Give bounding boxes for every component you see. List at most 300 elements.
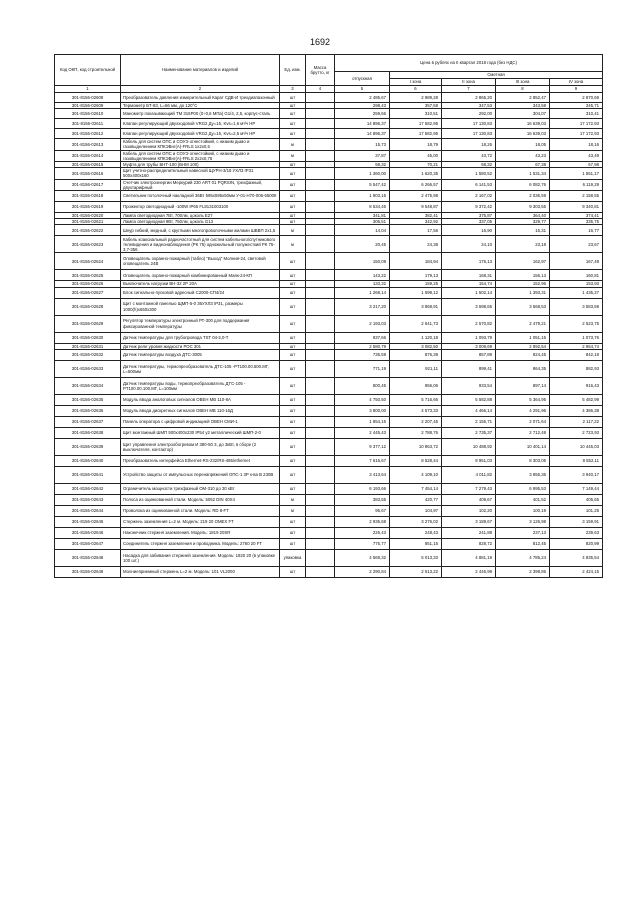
row-name: Преобразователь интерфейса Ethernet-RS-232/RS-485/ethernet (121, 455, 280, 466)
col-number: 5 (335, 86, 390, 93)
row-price-zone-1: 2 475,98 (390, 191, 442, 202)
row-mass (306, 93, 335, 103)
row-mass (306, 349, 335, 360)
row-price-zone-3: 67,38 (496, 162, 550, 168)
row-price-zone-2: 241,88 (442, 527, 496, 538)
row-price-zone-1: 9 548,87 (390, 202, 442, 213)
row-price-zone-1: 5 013,33 (390, 549, 442, 566)
row-mass (306, 538, 335, 549)
row-release-price: 2 580,79 (335, 343, 390, 349)
row-release-price: 143,22 (335, 270, 390, 281)
row-price-zone-3: 156,13 (496, 270, 550, 281)
row-price-zone-2: 18,26 (442, 139, 496, 150)
row-price-zone-3: 15,31 (496, 225, 550, 236)
table-row (55, 377, 603, 394)
row-code: 301-8156-02611 (55, 119, 121, 129)
row-name: Полоса из оцинкованной стали. Модель: 5052 DIN 40Х4 (121, 494, 280, 505)
table-row (55, 483, 603, 494)
row-unit: упаковка (280, 549, 306, 566)
row-price-zone-3: 864,35 (496, 360, 550, 377)
row-price-zone-2: 5 582,88 (442, 394, 496, 405)
row-unit: шт (280, 168, 306, 179)
row-price-zone-4: 1 435,27 (550, 287, 603, 298)
row-code: 301-8156-02617 (55, 179, 121, 190)
row-price-zone-4: 67,98 (550, 162, 603, 168)
row-name: Щит с монтажной панелью ЩМП-5-0 36УХЛ3 IP31, размеры 1000(h)х650х300 (121, 298, 280, 315)
row-release-price: 1 360,00 (335, 168, 390, 179)
row-price-zone-3: 3 568,53 (496, 298, 550, 315)
table-row (55, 438, 603, 455)
row-unit: шт (280, 416, 306, 427)
row-release-price: 5 547,42 (335, 179, 390, 190)
row-mass (306, 566, 335, 577)
row-price-zone-3: 3 126,98 (496, 516, 550, 527)
row-price-zone-4: 820,99 (550, 538, 603, 549)
row-price-zone-1: 3 082,50 (390, 343, 442, 349)
row-price-zone-4: 405,65 (550, 494, 603, 505)
row-name: Регулятор температуры электронный РТ-300 для поддержания фиксированной температуры (121, 315, 280, 332)
header-zone-1: I зона (390, 79, 442, 86)
row-price-zone-3: 1 051,15 (496, 332, 550, 343)
header-zone-3: III зона (496, 79, 550, 86)
header-zone-2: II зона (442, 79, 496, 86)
row-code: 301-8156-02624 (55, 253, 121, 270)
row-unit: шт (280, 287, 306, 298)
row-release-price: 37,87 (335, 150, 390, 161)
row-price-zone-2: 3 598,65 (442, 298, 496, 315)
row-name: Блок сигнально-пусковой адресный С2000-СП4/24 (121, 287, 280, 298)
row-name: Устройство защиты от импульсных перенапряжений ОПС-1 3Р к-ва В 230В (121, 466, 280, 483)
col-number: 1 (55, 86, 121, 93)
row-price-zone-3: 43,23 (496, 150, 550, 161)
row-unit: шт (280, 191, 306, 202)
row-price-zone-4: 23,67 (550, 236, 603, 253)
table-row (55, 455, 603, 466)
row-code: 301-8156-02644 (55, 505, 121, 516)
row-release-price: 14,04 (335, 225, 390, 236)
row-unit: шт (280, 455, 306, 466)
row-release-price: 9 377,12 (335, 438, 390, 455)
row-name: Панель оператора с цифровой индикацией ОВЕН СМИ-1 (121, 416, 280, 427)
row-unit: шт (280, 109, 306, 119)
row-price-zone-3: 237,13 (496, 527, 550, 538)
row-mass (306, 394, 335, 405)
row-unit: шт (280, 202, 306, 213)
row-price-zone-1: 3 868,91 (390, 298, 442, 315)
header-release-price: отпускная (335, 72, 390, 86)
row-price-zone-4: 17 172,93 (550, 119, 603, 129)
row-price-zone-2: 2 167,02 (442, 191, 496, 202)
row-unit: шт (280, 566, 306, 577)
row-price-zone-3: 8 303,05 (496, 455, 550, 466)
row-price-zone-4: 9 340,81 (550, 202, 603, 213)
row-price-zone-4: 239,63 (550, 527, 603, 538)
row-code: 301-8156-02612 (55, 129, 121, 139)
table-row (55, 427, 603, 438)
row-release-price: 2 445,43 (335, 427, 390, 438)
row-price-zone-3: 2 036,59 (496, 191, 550, 202)
row-price-zone-2: 1 093,79 (442, 332, 496, 343)
row-mass (306, 236, 335, 253)
row-release-price: 150,09 (335, 253, 390, 270)
row-code: 301-8156-02641 (55, 466, 121, 483)
row-unit: шт (280, 281, 306, 287)
row-price-zone-4: 335,75 (550, 219, 603, 225)
row-code: 301-8156-02640 (55, 455, 121, 466)
row-mass (306, 139, 335, 150)
table-row (55, 225, 603, 236)
row-release-price: 937,66 (335, 332, 390, 343)
table-row (55, 119, 603, 129)
row-release-price: 341,81 (335, 213, 390, 219)
row-code: 301-8156-02638 (55, 427, 121, 438)
row-price-zone-1: 184,94 (390, 253, 442, 270)
table-row (55, 349, 603, 360)
row-mass (306, 527, 335, 538)
row-price-zone-2: 7 279,43 (442, 483, 496, 494)
row-price-zone-1: 851,15 (390, 538, 442, 549)
row-code: 301-8156-02618 (55, 191, 121, 202)
row-name: Наконечник стержня заземления. Модель: 1819 20SR (121, 527, 280, 538)
header-code: Код ОКП, код строительной (55, 55, 121, 86)
row-release-price: 6 193,66 (335, 483, 390, 494)
row-release-price: 7 616,67 (335, 455, 390, 466)
row-unit: шт (280, 179, 306, 190)
row-price-zone-4: 374,41 (550, 213, 603, 219)
row-unit: шт (280, 298, 306, 315)
row-mass (306, 427, 335, 438)
row-price-zone-2: 409,67 (442, 494, 496, 505)
row-name: Выключатель нагрузки ВН-32 2Р 20А (121, 281, 280, 287)
row-name: Датчик температуры, термопреобразователь ДТС-105 -PT100.00.500.МГ, L=500мм (121, 360, 280, 377)
row-mass (306, 253, 335, 270)
row-price-zone-3: 100,19 (496, 505, 550, 516)
row-release-price: 20,45 (335, 236, 390, 253)
row-price-zone-4: 2 523,75 (550, 315, 603, 332)
header-unit: Ед. изм. (280, 55, 306, 86)
row-price-zone-2: 933,54 (442, 377, 496, 394)
row-price-zone-3: 2 071,64 (496, 416, 550, 427)
table-row (55, 394, 603, 405)
row-price-zone-4: 43,49 (550, 150, 603, 161)
row-name: Клапан регулирующий двухходовой VRG2 Ду=15, Kvs=2,5 м³/ч НР (121, 129, 280, 139)
row-unit: шт (280, 466, 306, 483)
row-mass (306, 505, 335, 516)
row-mass (306, 360, 335, 377)
row-mass (306, 516, 335, 527)
table-row (55, 505, 603, 516)
header-estimate-price: Сметная (390, 72, 603, 79)
row-price-zone-3: 4 291,96 (496, 405, 550, 416)
row-mass (306, 494, 335, 505)
row-release-price: 775,77 (335, 538, 390, 549)
row-price-zone-3: 5 364,95 (496, 394, 550, 405)
row-price-zone-2: 154,74 (442, 281, 496, 287)
row-unit: шт (280, 332, 306, 343)
row-price-zone-4: 4 835,54 (550, 549, 603, 566)
header-zone-4: IV зона (550, 79, 603, 86)
row-unit: шт (280, 219, 306, 225)
row-price-zone-2: 102,20 (442, 505, 496, 516)
row-price-zone-2: 828,72 (442, 538, 496, 549)
table-row (55, 516, 603, 527)
row-release-price: 383,55 (335, 494, 390, 505)
row-release-price: 2 193,03 (335, 315, 390, 332)
row-price-zone-4: 916,43 (550, 377, 603, 394)
row-price-zone-4: 1 551,17 (550, 168, 603, 179)
row-price-zone-3: 329,77 (496, 219, 550, 225)
row-code: 301-8156-02619 (55, 202, 121, 213)
row-price-zone-2: 4 011,82 (442, 466, 496, 483)
row-price-zone-4: 882,93 (550, 360, 603, 377)
row-unit: м (280, 505, 306, 516)
row-code: 301-8156-02627 (55, 287, 121, 298)
table-row (55, 109, 603, 119)
row-name: Оповещатель охранно-пожарный комбинированный Маяк-24-КП (121, 270, 280, 281)
row-release-price: 735,59 (335, 349, 390, 360)
row-mass (306, 315, 335, 332)
row-price-zone-4: 2 424,15 (550, 566, 603, 577)
row-price-zone-1: 3 276,02 (390, 516, 442, 527)
row-price-zone-1: 159,25 (390, 281, 442, 287)
row-name: Счетчик электроэнергии Меркурий 230 ART 01 PQRSIN, трехфазный, двухтарифный (121, 179, 280, 190)
table-row (55, 179, 603, 190)
row-price-zone-4: 10 445,03 (550, 438, 603, 455)
table-row (55, 494, 603, 505)
row-price-zone-3: 304,07 (496, 109, 550, 119)
table-row (55, 168, 603, 179)
row-unit: шт (280, 253, 306, 270)
row-unit: шт (280, 394, 306, 405)
row-price-zone-4: 4 386,38 (550, 405, 603, 416)
row-price-zone-4: 160,81 (550, 270, 603, 281)
row-price-zone-3: 4 785,24 (496, 549, 550, 566)
row-mass (306, 298, 335, 315)
col-number: 4 (306, 86, 335, 93)
row-mass (306, 109, 335, 119)
row-price-zone-4: 2 870,69 (550, 93, 603, 103)
row-price-zone-4: 8 552,11 (550, 455, 603, 466)
row-price-zone-2: 8 951,03 (442, 455, 496, 466)
row-unit: шт (280, 377, 306, 394)
row-release-price: 133,32 (335, 281, 390, 287)
row-release-price: 298,43 (335, 103, 390, 109)
row-name: Соединитель стержня заземления и проводника. Модель: 2760 20 FT (121, 538, 280, 549)
row-price-zone-4: 18,16 (550, 139, 603, 150)
row-code: 301-8156-02613 (55, 139, 121, 150)
row-price-zone-1: 24,38 (390, 236, 442, 253)
row-code: 301-8156-02623 (55, 236, 121, 253)
row-name: Клапан регулирующий двухходовой VRG2 Ду=15, Kvs=1,6 м³/ч НР (121, 119, 280, 129)
row-mass (306, 168, 335, 179)
row-price-zone-4: 3 583,59 (550, 298, 603, 315)
row-name: Манометр показывающий ТМ 316Р00 (0÷0,6 МПа) G1/4, 2,5, корпус-сталь (121, 109, 280, 119)
row-unit: шт (280, 405, 306, 416)
row-release-price: 1 268,14 (335, 287, 390, 298)
row-price-zone-1: 876,39 (390, 349, 442, 360)
row-price-zone-3: 6 082,76 (496, 179, 550, 190)
row-mass (306, 119, 335, 129)
row-price-zone-1: 17 582,95 (390, 119, 442, 129)
row-price-zone-2: 16,90 (442, 225, 496, 236)
row-price-zone-2: 9 372,42 (442, 202, 496, 213)
row-price-zone-1: 6 266,57 (390, 179, 442, 190)
row-mass (306, 416, 335, 427)
row-price-zone-2: 4 466,14 (442, 405, 496, 416)
row-unit: шт (280, 129, 306, 139)
row-code: 301-8156-02648 (55, 549, 121, 566)
row-release-price: 226,43 (335, 527, 390, 538)
row-price-zone-1: 921,11 (390, 360, 442, 377)
row-code: 301-8156-02620 (55, 213, 121, 219)
table-row (55, 93, 603, 103)
row-name: Щит управления электрообогревом И 380-50 3, до 3кВт, в сборе (2 выключателя, контактор) (121, 438, 280, 455)
row-code: 301-8156-02635 (55, 394, 121, 405)
row-code: 301-8156-02621 (55, 219, 121, 225)
row-name: Светильник потолочный накладной 36Вт 595х595х50мм У-01-Н70-006-6500К (121, 191, 280, 202)
row-code: 301-8156-02616 (55, 168, 121, 179)
row-release-price: 306,51 (335, 219, 390, 225)
table-row (55, 315, 603, 332)
row-price-zone-3: 343,58 (496, 103, 550, 109)
row-price-zone-2: 17 130,83 (442, 119, 496, 129)
row-unit: шт (280, 527, 306, 538)
row-price-zone-4: 1 073,76 (550, 332, 603, 343)
row-name: Кабель коаксиальный радиочастотный для систем кабельного/спутникового телевидения и видеонаблюдения (РК 75) одножильный полужесткий РК 75-3,7-356 (121, 236, 280, 253)
row-code: 301-8156-02632 (55, 349, 121, 360)
row-price-zone-1: 2 513,22 (390, 566, 442, 577)
row-price-zone-2: 3 009,69 (442, 343, 496, 349)
row-name: Ограничитель мощности трехфазный ОМ-310 до 30 кВт (121, 483, 280, 494)
row-price-zone-2: 337,05 (442, 219, 496, 225)
table-body (55, 93, 603, 578)
row-price-zone-4: 310,41 (550, 109, 603, 119)
table-row (55, 150, 603, 161)
row-price-zone-2: 175,13 (442, 253, 496, 270)
row-unit: м (280, 139, 306, 150)
row-code: 301-8156-02625 (55, 270, 121, 281)
row-price-zone-3: 16 639,03 (496, 119, 550, 129)
row-price-zone-1: 382,41 (390, 213, 442, 219)
row-name: Преобразователь давления измерительный Карат СДВ-И трехдиапазонный (121, 93, 280, 103)
row-name: Датчик температуры воды, термопреобразователь ДТС-105 -PT100.00.100.МГ, L=100мм (121, 377, 280, 394)
row-mass (306, 466, 335, 483)
row-release-price: 15,73 (335, 139, 390, 150)
row-price-zone-1: 1 620,35 (390, 168, 442, 179)
row-price-zone-4: 345,71 (550, 103, 603, 109)
row-price-zone-1: 5 716,66 (390, 394, 442, 405)
row-price-zone-2: 347,53 (442, 103, 496, 109)
row-code: 301-8156-02609 (55, 103, 121, 109)
row-name: Муфта для трубы БНТ-100 (БНМ 100) (121, 162, 280, 168)
row-price-zone-4: 842,18 (550, 349, 603, 360)
row-price-zone-4: 16,77 (550, 225, 603, 236)
row-release-price: 95,67 (335, 505, 390, 516)
row-release-price: 4 750,50 (335, 394, 390, 405)
row-price-zone-1: 248,43 (390, 527, 442, 538)
row-code: 301-8156-02631 (55, 343, 121, 349)
header-price: Цена в рублях на II квартал 2018 года (без НДС) (335, 55, 603, 72)
row-release-price: 2 935,68 (335, 516, 390, 527)
row-unit: шт (280, 438, 306, 455)
row-unit: шт (280, 427, 306, 438)
row-mass (306, 483, 335, 494)
row-unit: шт (280, 119, 306, 129)
row-price-zone-3: 364,40 (496, 213, 550, 219)
row-price-zone-3: 9 303,55 (496, 202, 550, 213)
row-price-zone-4: 7 149,44 (550, 483, 603, 494)
col-number: 8 (496, 86, 550, 93)
row-mass (306, 405, 335, 416)
row-code: 301-8156-02647 (55, 538, 121, 549)
row-price-zone-4: 2 723,93 (550, 427, 603, 438)
row-mass (306, 549, 335, 566)
row-price-zone-1: 420,77 (390, 494, 442, 505)
row-code: 301-8156-02614 (55, 150, 121, 161)
row-release-price: 259,66 (335, 109, 390, 119)
row-code: 301-8156-02626 (55, 281, 121, 287)
row-name: Проволока из оцинкованной стали. Модель: RD 8-FT (121, 505, 280, 516)
col-number: 3 (280, 86, 306, 93)
table-row (55, 332, 603, 343)
row-price-zone-3: 23,18 (496, 236, 550, 253)
row-price-zone-2: 6 141,53 (442, 179, 496, 190)
row-release-price: 771,19 (335, 360, 390, 377)
row-price-zone-3: 18,05 (496, 139, 550, 150)
row-price-zone-1: 17 582,95 (390, 129, 442, 139)
row-price-zone-3: 152,96 (496, 281, 550, 287)
table-row (55, 360, 603, 377)
row-price-zone-2: 292,00 (442, 109, 496, 119)
table-row (55, 527, 603, 538)
header-name: Наименование материалов и изделий (121, 55, 280, 86)
row-mass (306, 225, 335, 236)
header-mass: Масса брутто, кг (306, 55, 335, 86)
table-row (55, 129, 603, 139)
row-mass (306, 455, 335, 466)
table-row (55, 202, 603, 213)
row-price-zone-1: 1 120,18 (390, 332, 442, 343)
row-price-zone-4: 2 954,74 (550, 343, 603, 349)
row-price-zone-4: 3 159,91 (550, 516, 603, 527)
row-release-price: 800,45 (335, 377, 390, 394)
row-release-price: 8 534,46 (335, 202, 390, 213)
row-price-zone-2: 168,31 (442, 270, 496, 281)
row-code: 301-8156-02649 (55, 566, 121, 577)
row-release-price: 1 854,15 (335, 416, 390, 427)
row-price-zone-3: 1 393,31 (496, 287, 550, 298)
row-release-price: 2 485,67 (335, 93, 390, 103)
row-price-zone-2: 2 570,82 (442, 315, 496, 332)
row-price-zone-4: 167,49 (550, 253, 603, 270)
row-unit: шт (280, 162, 306, 168)
row-name: Шнур гибкий, медный, с круглыми многопроволочными жилами ШВВП 2х1,5 (121, 225, 280, 236)
row-price-zone-3: 3 855,36 (496, 466, 550, 483)
row-code: 301-8156-02622 (55, 225, 121, 236)
row-name: Насадка для забивания стержней заземления. Модель: 1820 20 (в упаковке 100 шт.) (121, 549, 280, 566)
row-release-price: 59,32 (335, 162, 390, 168)
row-mass (306, 332, 335, 343)
row-mass (306, 129, 335, 139)
row-code: 301-8156-02628 (55, 298, 121, 315)
row-name: Щит учетно-распределительный навесной ЩУРН-3/18 УХЛ3 IP31 500х400х160 (121, 168, 280, 179)
table-row (55, 191, 603, 202)
row-unit: м (280, 236, 306, 253)
row-price-zone-1: 2 989,28 (390, 93, 442, 103)
table-row (55, 236, 603, 253)
row-price-zone-2: 17 130,83 (442, 129, 496, 139)
row-code: 301-8156-02643 (55, 494, 121, 505)
